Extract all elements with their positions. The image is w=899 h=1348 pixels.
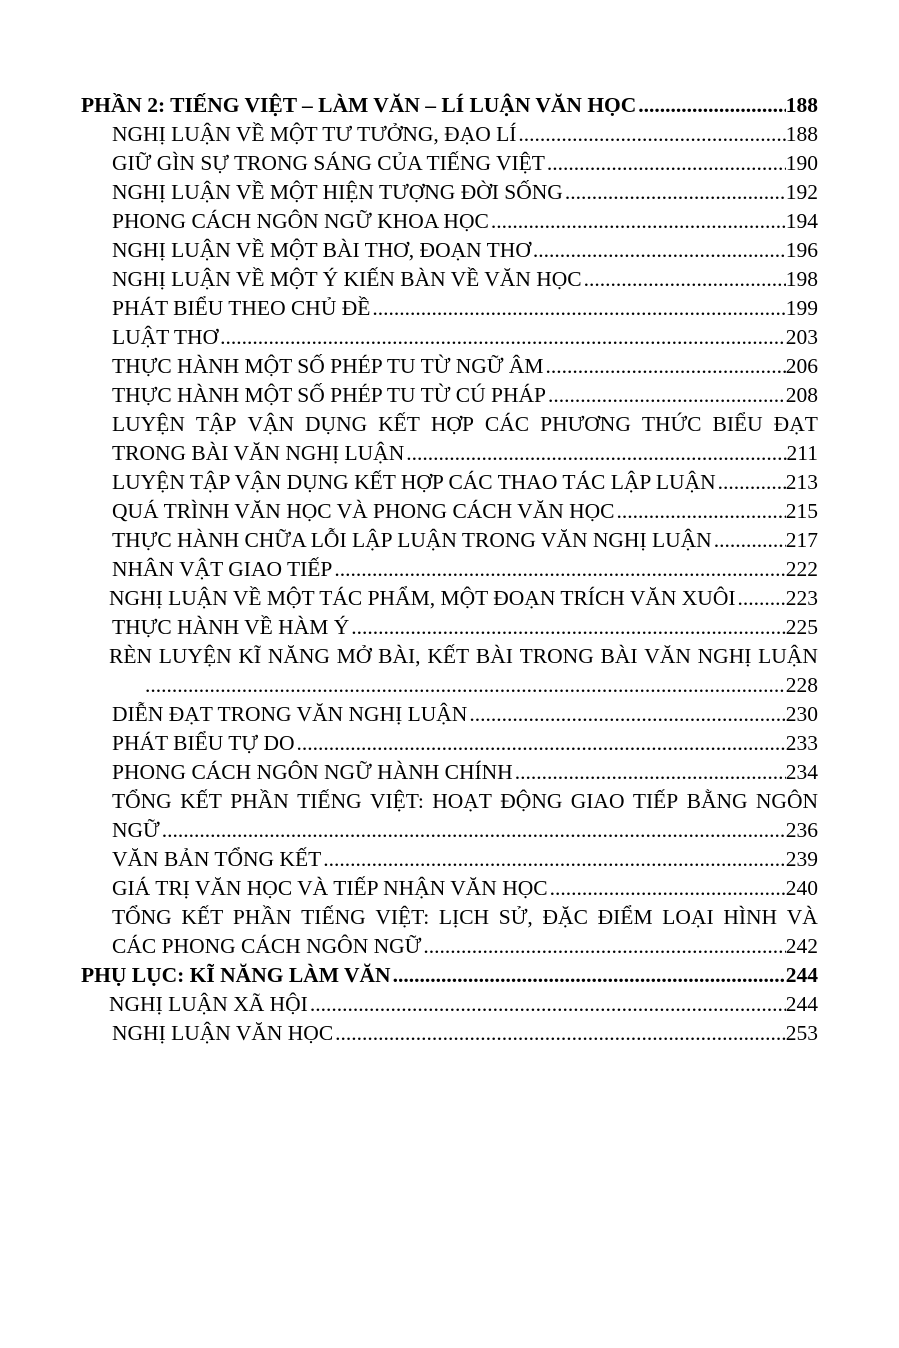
toc-title: CÁC PHONG CÁCH NGÔN NGỮ [112, 934, 422, 958]
toc-word: KẾT [181, 905, 224, 929]
toc-word: KĨ [238, 644, 262, 668]
toc-page-number: 253 [785, 1021, 818, 1045]
dot-leader [310, 990, 786, 1019]
toc-word: ĐỘNG [500, 789, 563, 813]
toc-word: DỤNG [305, 412, 368, 436]
dot-leader [718, 468, 786, 497]
toc-word: LUYỆN [112, 412, 185, 436]
toc-word: MỞ [336, 644, 372, 668]
toc-word: BÀI, [378, 644, 421, 668]
dot-leader [546, 352, 786, 381]
toc-word: ĐIỂM [597, 905, 653, 929]
justified-title-line [112, 903, 818, 932]
toc-word: THỨC [641, 412, 702, 436]
toc-entry[interactable] [81, 990, 818, 1019]
toc-page-number: 230 [785, 702, 818, 726]
toc-page-number: 239 [785, 847, 818, 871]
toc-title: VĂN BẢN TỔNG KẾT [112, 847, 322, 871]
toc-word: TRONG [519, 644, 594, 668]
toc-entry[interactable] [81, 120, 818, 149]
toc-entry-line1[interactable] [81, 410, 818, 439]
toc-entry[interactable] [81, 700, 818, 729]
justified-title-line [112, 410, 818, 439]
toc-entry[interactable] [81, 613, 818, 642]
justified-title-line [112, 787, 818, 816]
toc-title: THỰC HÀNH MỘT SỐ PHÉP TU TỪ NGỮ ÂM [112, 354, 544, 378]
toc-title: NGHỊ LUẬN VỀ MỘT TÁC PHẨM, MỘT ĐOẠN TRÍCH VĂN XUÔI [109, 586, 736, 610]
toc-word: NĂNG [267, 644, 330, 668]
toc-entry-line1[interactable] [81, 642, 818, 671]
toc-page-number: 188 [785, 122, 818, 146]
toc-entry[interactable] [81, 497, 818, 526]
toc-page-number: 192 [785, 180, 818, 204]
toc-word: TIẾNG [301, 905, 366, 929]
dot-leader [617, 497, 786, 526]
dot-leader [548, 381, 786, 410]
toc-word: BIỂU [712, 412, 763, 436]
dot-leader [323, 845, 786, 874]
toc-word: TIẾP [632, 789, 679, 813]
toc-title: NHÂN VẬT GIAO TIẾP [112, 557, 333, 581]
toc-word: TIẾNG [297, 789, 362, 813]
toc-word: VIỆT: [375, 905, 430, 929]
toc-entry[interactable] [81, 294, 818, 323]
toc-page-number: 190 [785, 151, 818, 175]
toc-title: NGHỊ LUẬN VỀ MỘT TƯ TƯỞNG, ĐẠO LÍ [112, 122, 517, 146]
toc-word: KẾT [427, 644, 470, 668]
toc-page-number: 233 [785, 731, 818, 755]
toc-entry[interactable] [81, 381, 818, 410]
toc-entry[interactable] [81, 874, 818, 903]
toc-title: TRONG BÀI VĂN NGHỊ LUẬN [112, 441, 405, 465]
toc-title: GIỮ GÌN SỰ TRONG SÁNG CỦA TIẾNG VIỆT [112, 151, 545, 175]
toc-page-number: 213 [785, 470, 818, 494]
toc-title: NGỮ [112, 818, 160, 842]
toc-title: NGHỊ LUẬN VỀ MỘT BÀI THƠ, ĐOẠN THƠ [112, 238, 531, 262]
toc-entry-line2[interactable] [81, 932, 818, 961]
toc-page-number: 194 [785, 209, 818, 233]
toc-page-number: 215 [785, 499, 818, 523]
toc-part-heading[interactable] [81, 91, 818, 120]
dot-leader [372, 294, 785, 323]
toc-part-heading[interactable] [81, 961, 818, 990]
toc-word: ĐẠT [773, 412, 818, 436]
toc-entry[interactable] [81, 236, 818, 265]
dot-leader [638, 91, 785, 120]
toc-title: PHONG CÁCH NGÔN NGỮ KHOA HỌC [112, 209, 489, 233]
toc-title: QUÁ TRÌNH VĂN HỌC VÀ PHONG CÁCH VĂN HỌC [112, 499, 615, 523]
toc-title: PHỤ LỤC: KĨ NĂNG LÀM VĂN [81, 963, 391, 987]
dot-leader [533, 236, 786, 265]
toc-page-number: 206 [785, 354, 818, 378]
toc-page-number: 199 [785, 296, 818, 320]
toc-word: VẬN [247, 412, 295, 436]
dot-leader [469, 700, 785, 729]
dot-leader [335, 1019, 786, 1048]
toc-title: NGHỊ LUẬN VỀ MỘT Ý KIẾN BÀN VỀ VĂN HỌC [112, 267, 582, 291]
toc-page-number: 211 [786, 441, 818, 465]
dot-leader [515, 758, 786, 787]
toc-title: GIÁ TRỊ VĂN HỌC VÀ TIẾP NHẬN VĂN HỌC [112, 876, 548, 900]
toc-page-number: 234 [785, 760, 818, 784]
dot-leader [220, 323, 786, 352]
toc-page-number: 242 [785, 934, 818, 958]
toc-page-number: 223 [785, 586, 818, 610]
toc-word: VÀ [786, 905, 818, 929]
toc-word: BÀI [475, 644, 513, 668]
toc-entry-line2[interactable] [81, 671, 818, 700]
toc-page-number: 240 [785, 876, 818, 900]
table-of-contents [81, 91, 818, 1048]
toc-title: PHẦN 2: TIẾNG VIỆT – LÀM VĂN – LÍ LUẬN VĂN HỌC [81, 93, 637, 117]
toc-word: NGÔN [755, 789, 818, 813]
toc-word: PHƯƠNG [540, 412, 631, 436]
toc-word: LUẬN [758, 644, 818, 668]
toc-word: PHẦN [230, 789, 289, 813]
toc-page-number: 208 [785, 383, 818, 407]
dot-leader [565, 178, 786, 207]
toc-word: RÈN [109, 644, 152, 668]
toc-entry-line2[interactable] [81, 816, 818, 845]
toc-entry[interactable] [81, 729, 818, 758]
toc-page-number: 222 [785, 557, 818, 581]
dot-leader [297, 729, 786, 758]
toc-entry[interactable] [81, 265, 818, 294]
toc-word: TỔNG [112, 789, 172, 813]
toc-word: HOẠT [432, 789, 492, 813]
dot-leader [547, 149, 786, 178]
toc-word: PHẦN [232, 905, 292, 929]
toc-entry-line1[interactable] [81, 903, 818, 932]
toc-entry[interactable] [81, 178, 818, 207]
toc-word: BÀI [600, 644, 638, 668]
toc-word: HÌNH [723, 905, 778, 929]
toc-word: KẾT [180, 789, 222, 813]
dot-leader [162, 816, 786, 845]
toc-entry[interactable] [81, 584, 818, 613]
dot-leader [145, 671, 786, 700]
toc-title: DIỄN ĐẠT TRONG VĂN NGHỊ LUẬN [112, 702, 468, 726]
toc-page-number: 244 [785, 963, 818, 987]
toc-title: NGHỊ LUẬN XÃ HỘI [109, 992, 308, 1016]
toc-page-number: 196 [785, 238, 818, 262]
toc-title: PHÁT BIỂU TỰ DO [112, 731, 295, 755]
toc-word: VĂN [644, 644, 691, 668]
toc-entry[interactable] [81, 555, 818, 584]
toc-word: NGHỊ [697, 644, 752, 668]
dot-leader [518, 120, 785, 149]
toc-word: SỬ, [498, 905, 533, 929]
toc-title: LUẬT THƠ [112, 325, 219, 349]
toc-entry[interactable] [81, 352, 818, 381]
toc-word: ĐẶC [542, 905, 588, 929]
dot-leader [491, 207, 786, 236]
toc-page-number: 244 [785, 992, 818, 1016]
toc-entry[interactable] [81, 207, 818, 236]
toc-page-number: 225 [785, 615, 818, 639]
toc-entry[interactable] [81, 758, 818, 787]
dot-leader [714, 526, 786, 555]
toc-entry[interactable] [81, 323, 818, 352]
toc-entry[interactable] [81, 526, 818, 555]
toc-page-number: 198 [785, 267, 818, 291]
toc-word: KẾT [378, 412, 420, 436]
toc-entry[interactable] [81, 1019, 818, 1048]
toc-title: THỰC HÀNH CHỮA LỖI LẬP LUẬN TRONG VĂN NGHỊ LUẬN [112, 528, 712, 552]
toc-entry[interactable] [81, 149, 818, 178]
dot-leader [550, 874, 786, 903]
toc-page-number: 228 [785, 673, 818, 697]
toc-word: LUYỆN [158, 644, 232, 668]
toc-title: LUYỆN TẬP VẬN DỤNG KẾT HỢP CÁC THAO TÁC LẬP LUẬN [112, 470, 716, 494]
dot-leader [738, 584, 786, 613]
toc-title: NGHỊ LUẬN VĂN HỌC [112, 1021, 334, 1045]
toc-word: CÁC [484, 412, 530, 436]
dot-leader [351, 613, 785, 642]
toc-word: LỊCH [438, 905, 490, 929]
toc-word: VIỆT: [369, 789, 424, 813]
dot-leader [584, 265, 786, 294]
toc-word: TỔNG [112, 905, 172, 929]
toc-word: HỢP [430, 412, 474, 436]
toc-page-number: 236 [785, 818, 818, 842]
toc-page-number: 217 [785, 528, 818, 552]
toc-word: LOẠI [662, 905, 714, 929]
justified-title-line [109, 642, 818, 671]
toc-entry[interactable] [81, 468, 818, 497]
toc-entry-line1[interactable] [81, 787, 818, 816]
toc-title: NGHỊ LUẬN VỀ MỘT HIỆN TƯỢNG ĐỜI SỐNG [112, 180, 563, 204]
dot-leader [423, 932, 785, 961]
dot-leader [406, 439, 786, 468]
toc-entry[interactable] [81, 845, 818, 874]
toc-page-number: 188 [785, 93, 818, 117]
toc-word: BẰNG [686, 789, 748, 813]
toc-title: THỰC HÀNH MỘT SỐ PHÉP TU TỪ CÚ PHÁP [112, 383, 546, 407]
toc-title: PHONG CÁCH NGÔN NGỮ HÀNH CHÍNH [112, 760, 513, 784]
dot-leader [393, 961, 786, 990]
toc-title: THỰC HÀNH VỀ HÀM Ý [112, 615, 350, 639]
dot-leader [334, 555, 785, 584]
toc-page-number: 203 [785, 325, 818, 349]
toc-word: TẬP [195, 412, 237, 436]
toc-word: GIAO [570, 789, 625, 813]
toc-title: PHÁT BIỂU THEO CHỦ ĐỀ [112, 296, 371, 320]
toc-entry-line2[interactable] [81, 439, 818, 468]
